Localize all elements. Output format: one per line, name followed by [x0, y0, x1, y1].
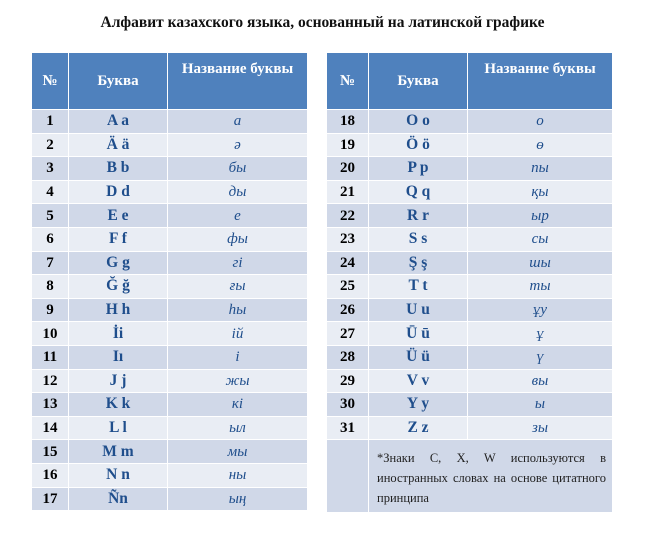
- table-row: [32, 227, 308, 251]
- table-row: [32, 110, 308, 134]
- letter-cell: O o: [369, 110, 468, 134]
- letter-name-cell: е: [168, 204, 308, 228]
- letter-cell: D d: [69, 180, 168, 204]
- letter-cell: N n: [69, 463, 168, 487]
- letter-name-cell: о: [468, 110, 613, 134]
- letter-number-cell: 25: [327, 275, 369, 299]
- table-row: [327, 110, 613, 134]
- letter-cell: P p: [369, 157, 468, 181]
- header-letter-name: Название буквы: [168, 53, 308, 110]
- letter-cell: R r: [369, 204, 468, 228]
- table-row: [32, 440, 308, 464]
- letter-number-cell: 19: [327, 133, 369, 157]
- letter-number-cell: 6: [32, 227, 69, 251]
- letter-cell: Ñn: [69, 487, 168, 511]
- header-letter: Буква: [369, 53, 468, 110]
- table-row: [327, 416, 613, 440]
- table-row: [327, 251, 613, 275]
- letter-name-cell: ұу: [468, 298, 613, 322]
- header-letter: Буква: [69, 53, 168, 110]
- letter-cell: M m: [69, 440, 168, 464]
- letter-name-cell: қы: [468, 180, 613, 204]
- table-row: [32, 487, 308, 511]
- table-row: [32, 251, 308, 275]
- letter-cell: Ğ ğ: [69, 275, 168, 299]
- table-row: [327, 393, 613, 417]
- header-number: №: [32, 53, 69, 110]
- letter-cell: Z z: [369, 416, 468, 440]
- letter-name-cell: а: [168, 110, 308, 134]
- letter-number-cell: 17: [32, 487, 69, 511]
- letter-number-cell: 11: [32, 345, 69, 369]
- letter-number-cell: 23: [327, 227, 369, 251]
- letter-name-cell: і: [168, 345, 308, 369]
- letter-number-cell: 1: [32, 110, 69, 134]
- letter-name-cell: сы: [468, 227, 613, 251]
- letter-name-cell: ың: [168, 487, 308, 511]
- letter-name-cell: ғы: [168, 275, 308, 299]
- letter-cell: Ö ö: [369, 133, 468, 157]
- table-row: [327, 345, 613, 369]
- letter-cell: J j: [69, 369, 168, 393]
- letter-name-cell: һы: [168, 298, 308, 322]
- letter-cell: V v: [369, 369, 468, 393]
- table-row: [327, 369, 613, 393]
- alphabet-table-right: [326, 52, 613, 513]
- letter-cell: E e: [69, 204, 168, 228]
- page-title: Алфавит казахского языка, основанный на латинской графике: [100, 14, 545, 31]
- letter-cell: A a: [69, 110, 168, 134]
- letter-cell: İi: [69, 322, 168, 346]
- table-row: [327, 204, 613, 228]
- letter-name-cell: фы: [168, 227, 308, 251]
- letter-cell: Q q: [369, 180, 468, 204]
- letter-number-cell: 18: [327, 110, 369, 134]
- note-row: [327, 440, 613, 513]
- letter-number-cell: 12: [32, 369, 69, 393]
- letter-name-cell: ө: [468, 133, 613, 157]
- table-row: [32, 463, 308, 487]
- letter-name-cell: бы: [168, 157, 308, 181]
- letter-number-cell: 15: [32, 440, 69, 464]
- letter-name-cell: гі: [168, 251, 308, 275]
- letter-name-cell: ты: [468, 275, 613, 299]
- table-row: [32, 298, 308, 322]
- table-row: [32, 369, 308, 393]
- letter-number-cell: 28: [327, 345, 369, 369]
- letter-name-cell: ұ: [468, 322, 613, 346]
- table-row: [32, 180, 308, 204]
- table-row: [327, 322, 613, 346]
- table-row: [32, 204, 308, 228]
- letter-name-cell: мы: [168, 440, 308, 464]
- table-row: [32, 157, 308, 181]
- letter-number-cell: 3: [32, 157, 69, 181]
- table-row: [32, 416, 308, 440]
- letter-number-cell: 27: [327, 322, 369, 346]
- letter-cell: Iı: [69, 345, 168, 369]
- table-row: [32, 133, 308, 157]
- letter-cell: G g: [69, 251, 168, 275]
- table-row: [32, 345, 308, 369]
- letter-number-cell: 5: [32, 204, 69, 228]
- letter-cell: L l: [69, 416, 168, 440]
- letter-name-cell: ә: [168, 133, 308, 157]
- letter-number-cell: 2: [32, 133, 69, 157]
- letter-number-cell: 8: [32, 275, 69, 299]
- letter-name-cell: кі: [168, 393, 308, 417]
- letter-number-cell: 31: [327, 416, 369, 440]
- header-number: №: [327, 53, 369, 110]
- header-letter-name: Название буквы: [468, 53, 613, 110]
- letter-cell: Ū ū: [369, 322, 468, 346]
- letter-cell: T t: [369, 275, 468, 299]
- letter-name-cell: шы: [468, 251, 613, 275]
- letter-name-cell: ій: [168, 322, 308, 346]
- letter-number-cell: 13: [32, 393, 69, 417]
- letter-name-cell: ыл: [168, 416, 308, 440]
- letter-name-cell: пы: [468, 157, 613, 181]
- letter-name-cell: жы: [168, 369, 308, 393]
- letter-name-cell: ү: [468, 345, 613, 369]
- table-row: [327, 227, 613, 251]
- letter-name-cell: ды: [168, 180, 308, 204]
- letter-number-cell: 20: [327, 157, 369, 181]
- table-row: [32, 393, 308, 417]
- letter-cell: F f: [69, 227, 168, 251]
- letter-cell: S s: [369, 227, 468, 251]
- table-row: [32, 322, 308, 346]
- letter-cell: U u: [369, 298, 468, 322]
- alphabet-table-left: [31, 52, 308, 511]
- letter-number-cell: 16: [32, 463, 69, 487]
- letter-number-cell: 24: [327, 251, 369, 275]
- letter-cell: H h: [69, 298, 168, 322]
- letter-number-cell: 21: [327, 180, 369, 204]
- letter-number-cell: 7: [32, 251, 69, 275]
- letter-name-cell: вы: [468, 369, 613, 393]
- letter-number-cell: 10: [32, 322, 69, 346]
- letter-cell: Y y: [369, 393, 468, 417]
- letter-name-cell: зы: [468, 416, 613, 440]
- letter-number-cell: 29: [327, 369, 369, 393]
- table-row: [32, 275, 308, 299]
- letter-name-cell: ы: [468, 393, 613, 417]
- table-header-row: [327, 53, 613, 110]
- letter-number-cell: 22: [327, 204, 369, 228]
- table-header-row: [32, 53, 308, 110]
- table-row: [327, 180, 613, 204]
- letter-cell: K k: [69, 393, 168, 417]
- table-row: [327, 157, 613, 181]
- table-row: [327, 298, 613, 322]
- letter-number-cell: 30: [327, 393, 369, 417]
- letter-name-cell: ны: [168, 463, 308, 487]
- table-row: [327, 275, 613, 299]
- note-spacer-cell: [327, 440, 369, 513]
- letter-cell: Ş ş: [369, 251, 468, 275]
- table-row: [327, 133, 613, 157]
- letter-number-cell: 26: [327, 298, 369, 322]
- letter-cell: Ü ü: [369, 345, 468, 369]
- footnote: *Знаки С, X, W используются в иностранных словах на основе цитатного принципа: [369, 440, 613, 513]
- letter-number-cell: 4: [32, 180, 69, 204]
- letter-name-cell: ыр: [468, 204, 613, 228]
- letter-cell: Ä ä: [69, 133, 168, 157]
- letter-number-cell: 9: [32, 298, 69, 322]
- letter-cell: B b: [69, 157, 168, 181]
- letter-number-cell: 14: [32, 416, 69, 440]
